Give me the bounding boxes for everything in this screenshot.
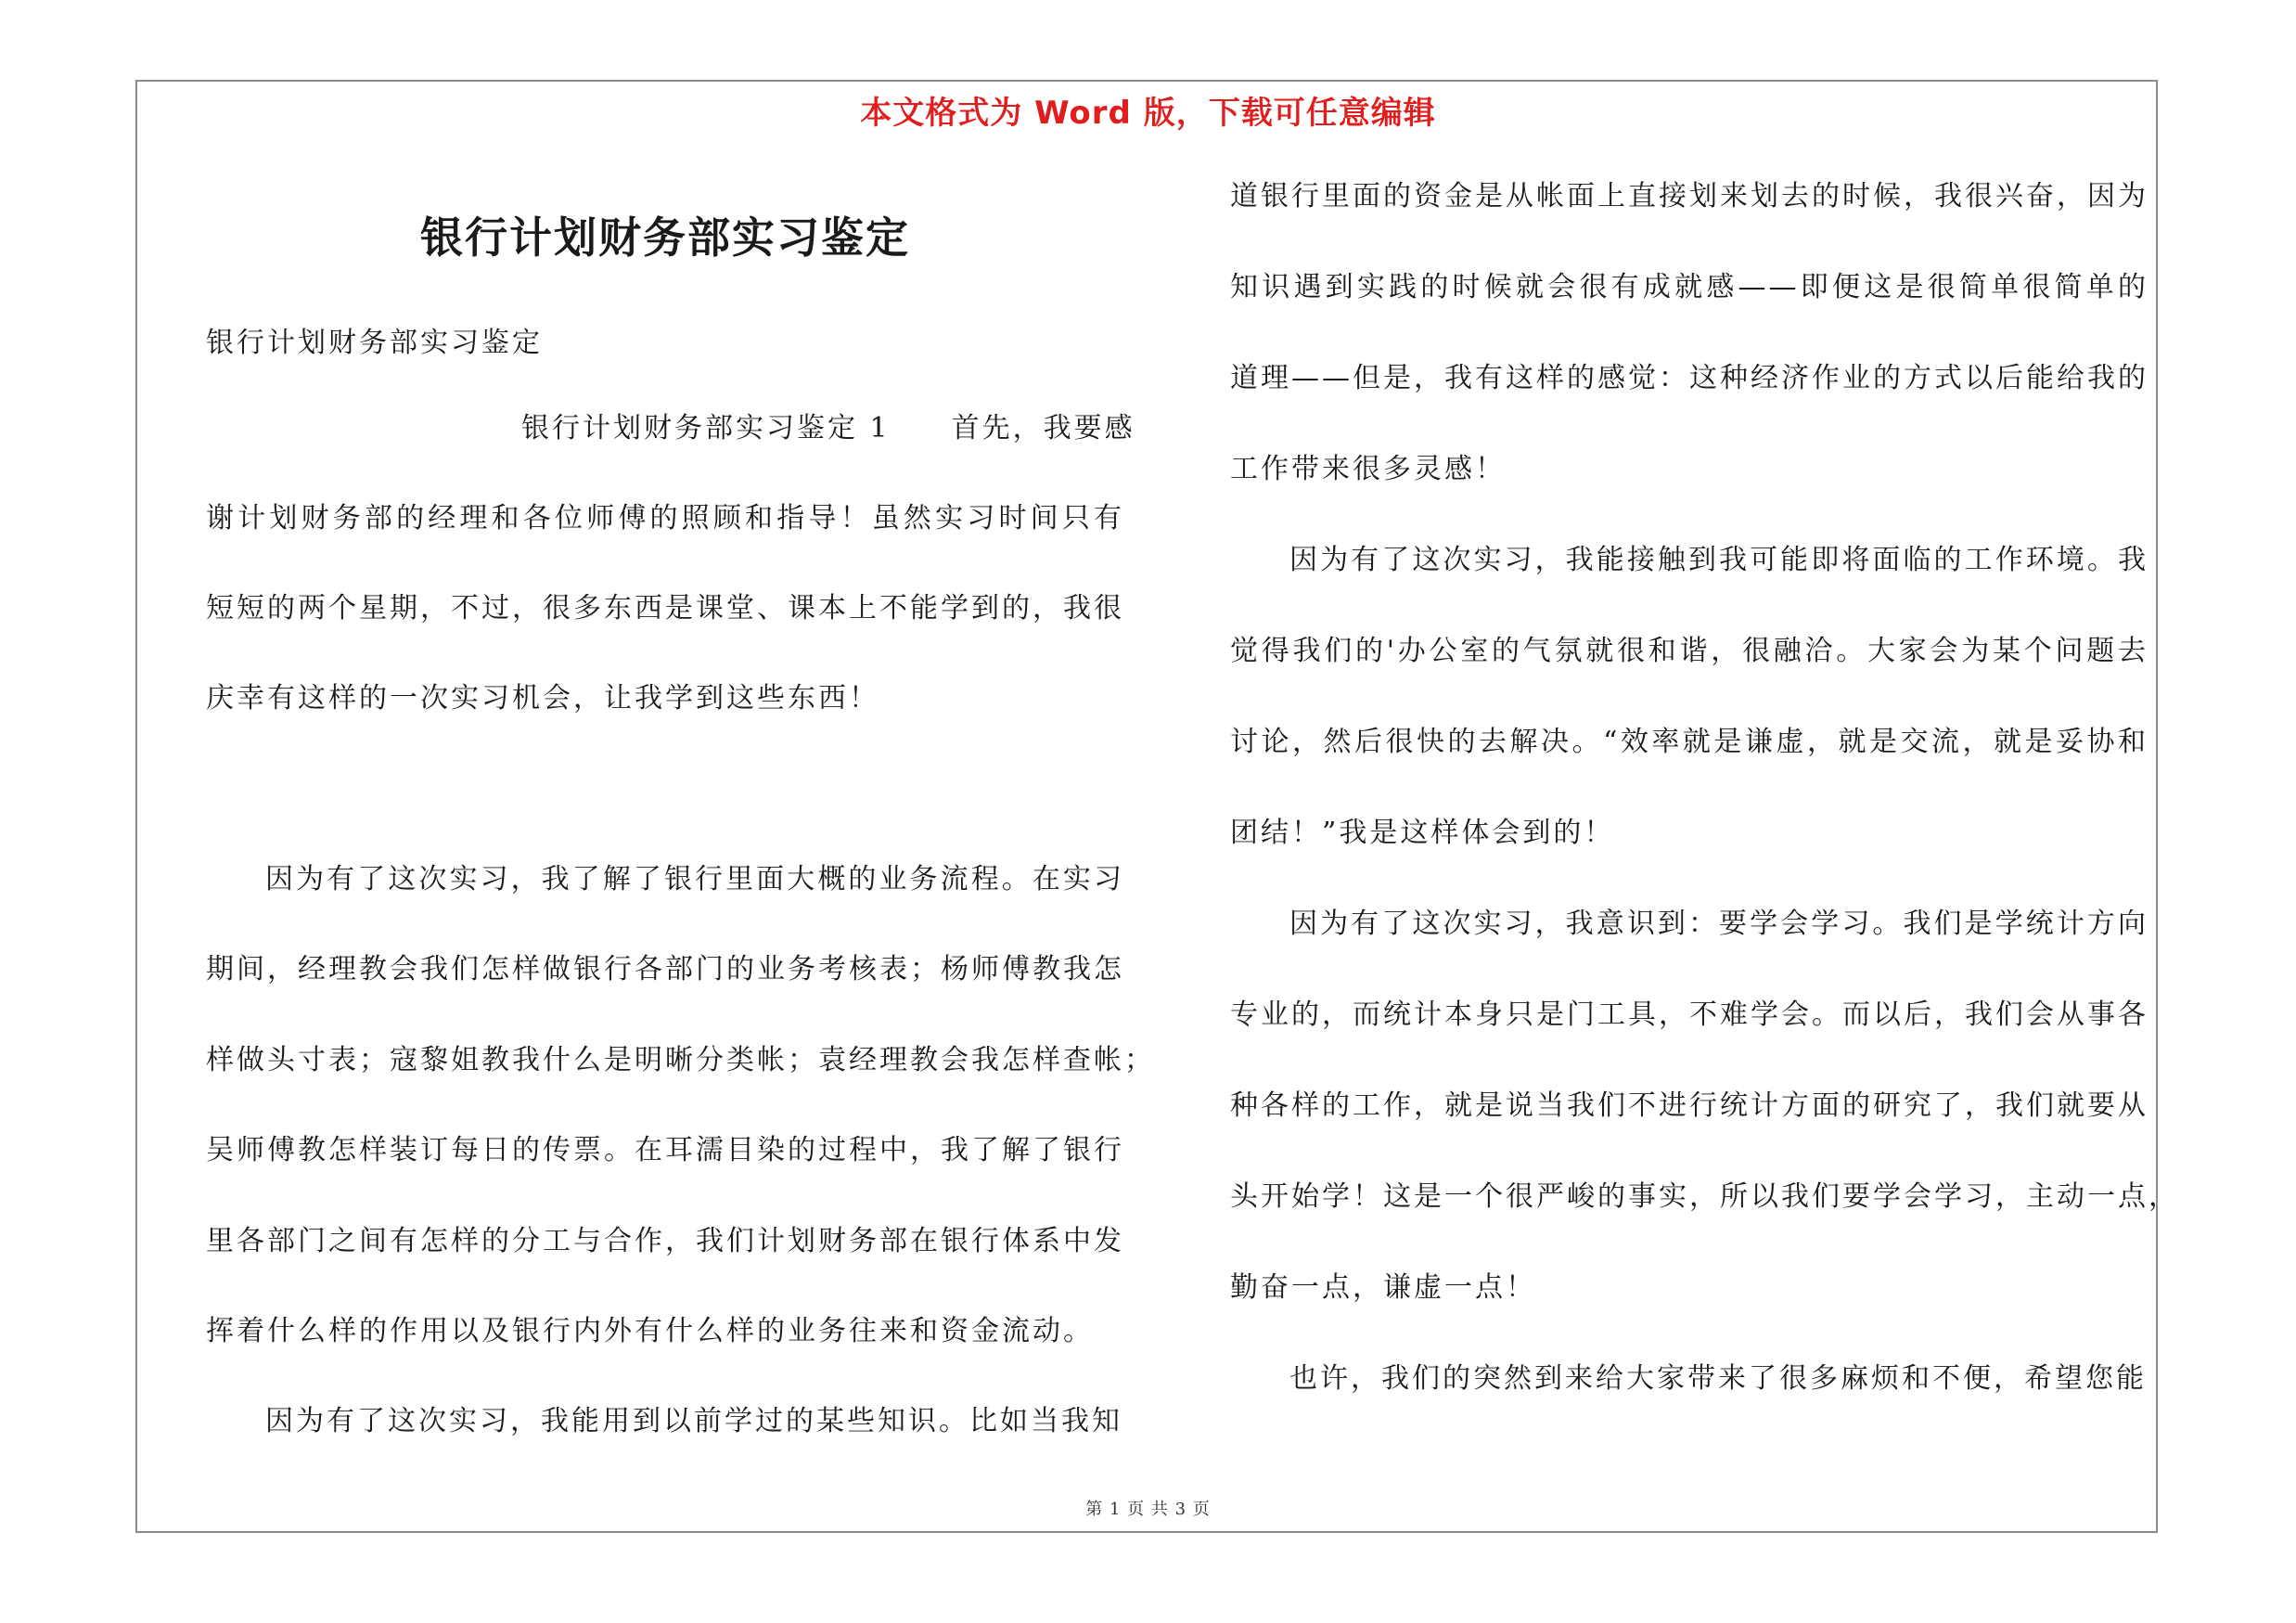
subtitle-line: 银行计划财务部实习鉴定 [206,327,543,359]
right-column-text-line: 因为有了这次实习，我能接触到我可能即将面临的工作环境。我 [1289,544,2148,576]
left-column-text-line: 因为有了这次实习，我了解了银行里面大概的业务流程。在实习 [265,863,1124,895]
right-column-text-line: 头开始学！这是一个很严峻的事实，所以我们要学会学习，主动一点， [1230,1180,2179,1213]
left-column-text-line: 里各部门之间有怎样的分工与合作，我们计划财务部在银行体系中发 [206,1225,1124,1257]
right-column-text-line: 种各样的工作，就是说当我们不进行统计方面的研究了，我们就要从 [1230,1089,2148,1122]
document-title: 银行计划财务部实习鉴定 [420,213,910,263]
left-column-text-line: 挥着什么样的作用以及银行内外有什么样的业务往来和资金流动。 [206,1315,1094,1347]
left-column-text-line: 样做头寸表；寇黎姐教我什么是明晰分类帐；袁经理教会我怎样查帐； [206,1044,1155,1076]
left-column-text-line: 银行计划财务部实习鉴定 1 首先，我要感 [521,412,1135,444]
right-column-text-line: 讨论，然后很快的去解决。“效率就是谦虚，就是交流，就是妥协和 [1230,726,2148,758]
right-column-text-line: 道理——但是，我有这样的感觉：这种经济作业的方式以后能给我的 [1230,362,2148,394]
left-column-text-line: 短短的两个星期，不过，很多东西是课堂、课本上不能学到的，我很 [206,592,1124,625]
right-column-text-line: 因为有了这次实习，我意识到：要学会学习。我们是学统计方向 [1289,908,2148,940]
right-column-text-line: 团结！”我是这样体会到的！ [1230,817,1615,849]
right-column-text-line: 知识遇到实践的时候就会很有成就感——即便这是很简单很简单的 [1230,271,2148,303]
left-column-text-line: 期间，经理教会我们怎样做银行各部门的业务考核表；杨师傅教我怎 [206,953,1124,985]
left-column-text-line: 吴师傅教怎样装订每日的传票。在耳濡目染的过程中，我了解了银行 [206,1134,1124,1166]
left-column-text-line: 因为有了这次实习，我能用到以前学过的某些知识。比如当我知 [265,1405,1122,1437]
left-column-text-line: 庆幸有这样的一次实习机会，让我学到这些东西！ [206,682,879,715]
right-column-text-line: 勤奋一点，谦虚一点！ [1230,1271,1536,1304]
right-column-text-line: 工作带来很多灵感！ [1230,453,1506,485]
right-column-text-line: 觉得我们的'办公室的气氛就很和谐，很融洽。大家会为某个问题去 [1230,635,2148,667]
right-column-text-line: 也许，我们的突然到来给大家带来了很多麻烦和不便，希望您能 [1289,1362,2147,1395]
page-number-footer: 第 1 页 共 3 页 [1085,1500,1211,1519]
word-format-banner: 本文格式为 Word 版，下载可任意编辑 [860,95,1436,132]
right-column-text-line: 专业的，而统计本身只是门工具，不难学会。而以后，我们会从事各 [1230,998,2148,1031]
right-column-text-line: 道银行里面的资金是从帐面上直接划来划去的时候，我很兴奋，因为 [1230,180,2148,213]
left-column-text-line: 谢计划财务部的经理和各位师傅的照顾和指导！虽然实习时间只有 [206,502,1124,535]
